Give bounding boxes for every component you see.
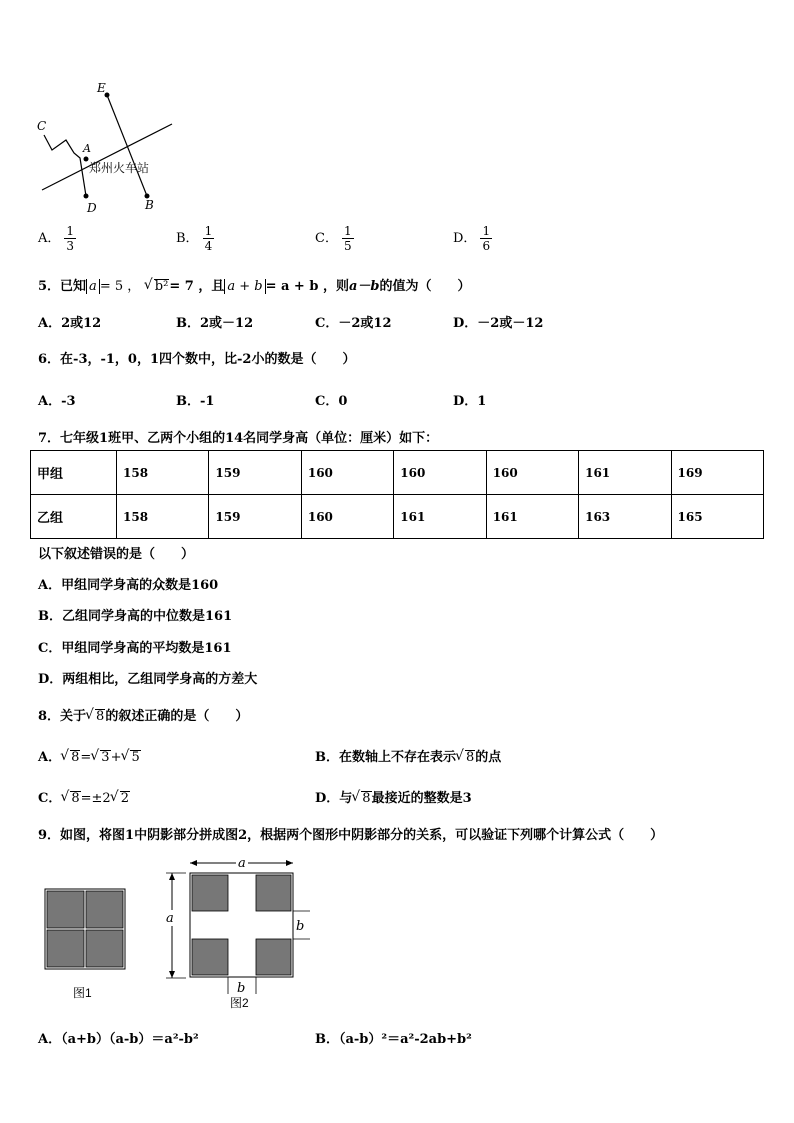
table-cell: 161 bbox=[486, 495, 578, 539]
q4-option-b-fraction bbox=[203, 224, 215, 253]
equals: = bbox=[80, 750, 92, 765]
sqrt-8 bbox=[86, 709, 105, 724]
numerator: 1 bbox=[343, 224, 352, 238]
plus: + bbox=[110, 750, 122, 765]
sqrt bbox=[61, 750, 80, 765]
denominator: 6 bbox=[482, 239, 491, 253]
line-eb bbox=[107, 95, 147, 196]
q5-option-b[interactable]: B．2或－12 bbox=[176, 316, 254, 331]
q8-stem bbox=[38, 705, 248, 724]
label-e: E bbox=[97, 81, 106, 95]
point-a bbox=[84, 157, 89, 162]
label-a: A bbox=[83, 142, 91, 155]
sqrt-b-squared bbox=[145, 279, 170, 294]
dim-a-label: a bbox=[238, 856, 246, 871]
q4-option-d-letter: D． bbox=[453, 231, 477, 246]
radicand: 8 bbox=[466, 750, 475, 765]
table-cell: 158 bbox=[117, 495, 209, 539]
q7-option-c[interactable]: C．甲组同学身高的平均数是161 bbox=[38, 641, 232, 656]
q9-stem: 9．如图，将图1中阴影部分拼成图2，根据两个图形中阴影部分的关系，可以验证下列哪个计算公式（ ） bbox=[38, 828, 664, 843]
label-d: D bbox=[87, 201, 97, 215]
radicand: 8 bbox=[96, 709, 105, 724]
fig1-label: 图1 bbox=[73, 986, 92, 1000]
radicand: 3 bbox=[101, 750, 110, 765]
q5-text-2: = 5 ， bbox=[99, 279, 141, 294]
q8-stem-post: 的叙述正确的是（ ） bbox=[105, 709, 249, 724]
equals-pm: =±2 bbox=[80, 791, 111, 806]
shaded-square bbox=[192, 939, 228, 975]
radicand: 5 bbox=[131, 750, 140, 765]
dim-b-right-label: b bbox=[296, 919, 305, 934]
q4-figure bbox=[30, 78, 180, 216]
table-cell: 160 bbox=[486, 451, 578, 495]
q6-option-c[interactable]: C．0 bbox=[315, 394, 348, 409]
arrow bbox=[286, 860, 293, 866]
sqrt bbox=[121, 750, 140, 765]
table-cell: 160 bbox=[301, 495, 393, 539]
q7-option-b[interactable]: B．乙组同学身高的中位数是161 bbox=[38, 609, 233, 624]
table-cell: 159 bbox=[209, 451, 301, 495]
q5-text-4: = a + b ，则 bbox=[265, 279, 349, 294]
label-b: B bbox=[145, 198, 154, 212]
dim-b-bottom-label: b bbox=[237, 981, 246, 996]
q5-option-c[interactable]: C．－2或12 bbox=[315, 316, 392, 331]
q5-text-3: = 7 ，且 bbox=[169, 279, 225, 294]
shaded-square bbox=[86, 891, 123, 928]
q5-option-d[interactable]: D．－2或－12 bbox=[453, 316, 544, 331]
denominator: 3 bbox=[66, 239, 75, 253]
railway-line bbox=[42, 124, 172, 190]
q4-option-b[interactable] bbox=[176, 224, 214, 253]
q9-figure-2 bbox=[160, 852, 315, 997]
q4-option-b-letter: B． bbox=[176, 231, 199, 246]
table-cell: 165 bbox=[671, 495, 763, 539]
arrow bbox=[190, 860, 197, 866]
q8-d-post: 最接近的整数是3 bbox=[371, 791, 472, 806]
q7-option-a[interactable]: A．甲组同学身高的众数是160 bbox=[38, 578, 219, 593]
table-row bbox=[31, 451, 764, 495]
q6-stem: 6．在-3，-1，0，1四个数中，比-2小的数是（ ） bbox=[38, 352, 356, 367]
table-cell: 160 bbox=[301, 451, 393, 495]
shaded-square bbox=[192, 875, 228, 911]
sqrt bbox=[91, 750, 110, 765]
arrow bbox=[169, 873, 175, 880]
shaded-square bbox=[47, 891, 84, 928]
q4-option-d-fraction bbox=[480, 224, 492, 253]
radicand: b² bbox=[154, 279, 169, 294]
radicand: 8 bbox=[71, 791, 80, 806]
q6-option-a[interactable]: A．-3 bbox=[38, 394, 76, 409]
radicand: 8 bbox=[362, 791, 371, 806]
denominator: 5 bbox=[343, 239, 352, 253]
q5-text-5: 的值为（ ） bbox=[379, 279, 471, 294]
q9-figure-1 bbox=[44, 888, 128, 972]
q5-text-1: 5．已知 bbox=[38, 279, 87, 294]
numerator: 1 bbox=[482, 224, 491, 238]
table-cell: 161 bbox=[579, 451, 671, 495]
shaded-square bbox=[256, 939, 291, 975]
path-cd bbox=[44, 135, 86, 196]
q8-option-d[interactable] bbox=[315, 787, 472, 806]
q4-option-c-letter: C． bbox=[315, 231, 338, 246]
q8-option-a[interactable] bbox=[38, 746, 141, 765]
abs-a: a bbox=[86, 279, 100, 294]
fig2-label: 图2 bbox=[230, 996, 249, 1010]
q4-option-a-fraction bbox=[64, 224, 76, 253]
expr-a-minus-b: a－b bbox=[348, 279, 380, 294]
table-row bbox=[31, 495, 764, 539]
q4-option-a-letter: A． bbox=[38, 231, 61, 246]
q4-option-d[interactable] bbox=[453, 224, 492, 253]
q7-question: 以下叙述错误的是（ ） bbox=[38, 547, 195, 562]
numerator: 1 bbox=[204, 224, 213, 238]
q6-option-d[interactable]: D．1 bbox=[453, 394, 487, 409]
table-cell: 乙组 bbox=[31, 495, 117, 539]
radicand: 2 bbox=[120, 791, 129, 806]
shaded-square bbox=[86, 930, 123, 967]
q8-option-c[interactable] bbox=[38, 787, 130, 806]
q9-option-b[interactable]: B．（a-b）²＝a²-2ab+b² bbox=[315, 1032, 472, 1047]
abs-a-plus-b: a + b bbox=[224, 279, 265, 294]
label-c: C bbox=[37, 119, 47, 133]
sqrt bbox=[61, 791, 80, 806]
table-cell: 160 bbox=[394, 451, 486, 495]
dim-a-left-label: a bbox=[166, 911, 174, 926]
q4-option-c-fraction bbox=[342, 224, 354, 253]
shaded-square bbox=[256, 875, 291, 911]
q7-stem: 7．七年级1班甲、乙两个小组的14名同学身高（单位：厘米）如下： bbox=[38, 431, 439, 446]
q4-option-c[interactable] bbox=[315, 224, 354, 253]
q8-b-pre: B．在数轴上不存在表示 bbox=[315, 750, 456, 765]
q7-option-d[interactable]: D．两组相比，乙组同学身高的方差大 bbox=[38, 672, 258, 687]
sqrt bbox=[456, 750, 475, 765]
letter: A． bbox=[38, 750, 62, 765]
shaded-square bbox=[47, 930, 84, 967]
point-d bbox=[84, 194, 89, 199]
table-cell: 甲组 bbox=[31, 451, 117, 495]
numerator: 1 bbox=[66, 224, 75, 238]
q5-stem bbox=[38, 275, 471, 294]
sqrt bbox=[352, 791, 371, 806]
q4-option-a[interactable] bbox=[38, 224, 76, 253]
q8-stem-pre: 8．关于 bbox=[38, 709, 87, 724]
arrow bbox=[169, 971, 175, 978]
q8-b-post: 的点 bbox=[475, 750, 502, 765]
letter: C． bbox=[38, 791, 62, 806]
denominator: 4 bbox=[204, 239, 213, 253]
q5-option-a[interactable]: A．2或12 bbox=[38, 316, 102, 331]
radicand: 8 bbox=[71, 750, 80, 765]
sqrt bbox=[111, 791, 130, 806]
table-cell: 169 bbox=[671, 451, 763, 495]
station-label: 郑州火车站 bbox=[89, 161, 150, 175]
q6-option-b[interactable]: B．-1 bbox=[176, 394, 215, 409]
q8-option-b[interactable] bbox=[315, 746, 501, 765]
table-cell: 161 bbox=[394, 495, 486, 539]
table-cell: 159 bbox=[209, 495, 301, 539]
table-cell: 158 bbox=[117, 451, 209, 495]
q8-d-pre: D．与 bbox=[315, 791, 353, 806]
table-cell: 163 bbox=[579, 495, 671, 539]
q9-option-a[interactable]: A．（a+b）（a-b）＝a²-b² bbox=[38, 1032, 199, 1047]
height-table bbox=[30, 450, 764, 539]
